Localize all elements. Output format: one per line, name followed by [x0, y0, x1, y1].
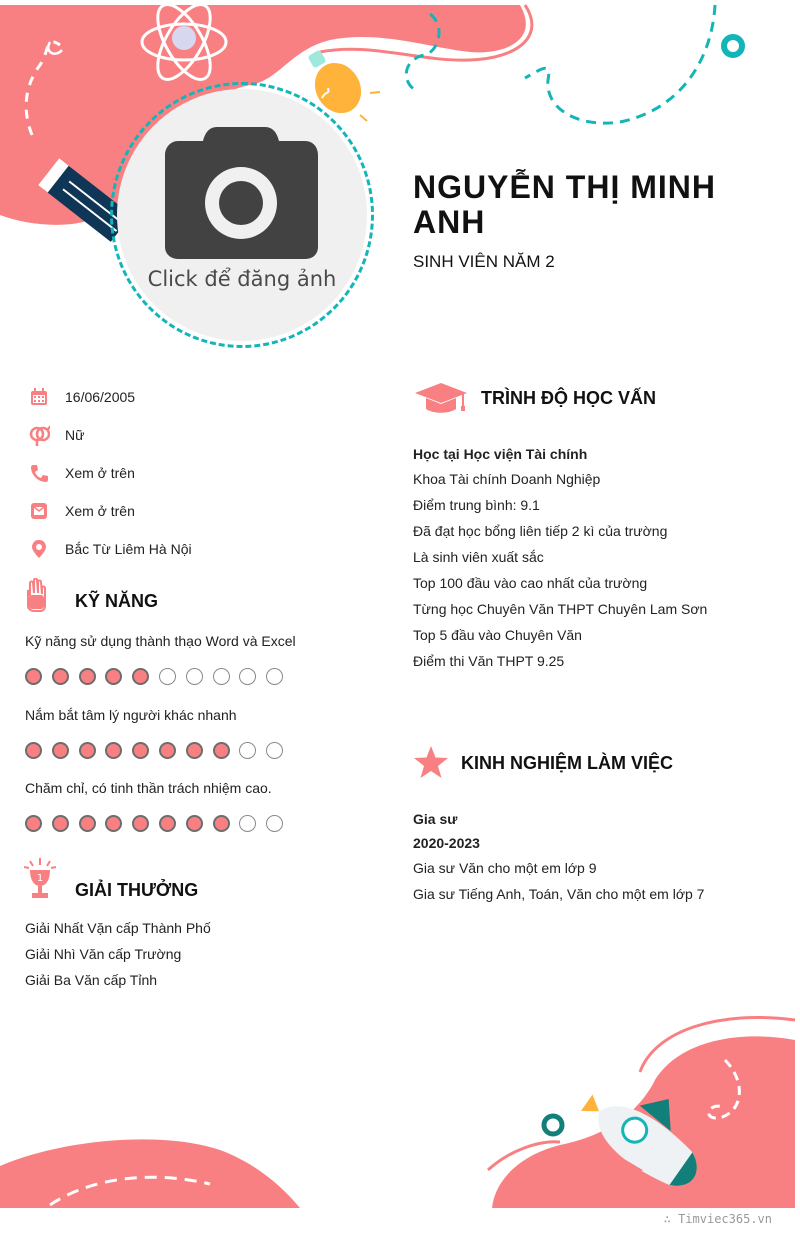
education-line: Điểm thi Văn THPT 9.25	[413, 653, 565, 669]
trophy-icon	[22, 856, 58, 902]
skill-label: Nắm bắt tâm lý người khác nhanh	[25, 707, 237, 723]
rating-dot-filled	[52, 742, 69, 759]
skill-label: Chăm chỉ, có tinh thần trách nhiệm cao.	[25, 780, 272, 796]
phone-value: Xem ở trên	[65, 465, 135, 481]
experience-role: Gia sư	[413, 811, 458, 827]
rating-dot-filled	[25, 742, 42, 759]
rating-dot-empty	[213, 668, 230, 685]
rating-dot-filled	[213, 742, 230, 759]
rating-dot-filled	[186, 742, 203, 759]
rating-dot-empty	[266, 742, 283, 759]
rating-dot-filled	[213, 815, 230, 832]
full-name: NGUYỄN THỊ MINH ANH	[413, 169, 716, 240]
award-item: Giải Ba Văn cấp Tỉnh	[25, 972, 158, 988]
award-item: Giải Nhất Vặn cấp Thành Phố	[25, 920, 211, 936]
skill-rating-1	[25, 742, 283, 759]
rating-dot-filled	[159, 742, 176, 759]
skill-rating-0	[25, 668, 283, 685]
experience-period: 2020-2023	[413, 835, 480, 851]
rating-dot-filled	[79, 668, 96, 685]
education-line: Top 5 đầu vào Chuyên Văn	[413, 627, 582, 643]
awards-title: GIẢI THƯỞNG	[75, 880, 199, 900]
email-value: Xem ở trên	[65, 503, 135, 519]
rating-dot-filled	[79, 742, 96, 759]
rating-dot-filled	[105, 815, 122, 832]
camera-icon	[165, 125, 318, 259]
rating-dot-filled	[25, 815, 42, 832]
phone-icon	[28, 462, 50, 484]
bottom-left-blob	[0, 1139, 300, 1208]
gender-icon	[28, 424, 50, 446]
education-line: Là sinh viên xuất sắc	[413, 549, 544, 565]
rating-dot-empty	[239, 742, 256, 759]
contact-birthday	[28, 385, 136, 409]
rating-dot-filled	[159, 815, 176, 832]
education-school: Học tại Học viện Tài chính	[413, 446, 588, 462]
experience-line: Gia sư Tiếng Anh, Toán, Văn cho một em lớp 7	[413, 886, 705, 902]
award-item: Giải Nhì Văn cấp Trường	[25, 946, 182, 962]
svg-text:1: 1	[36, 873, 44, 884]
gender-value: Nữ	[65, 427, 85, 443]
address-value: Bắc Từ Liêm Hà Nội	[65, 541, 192, 557]
education-title: TRÌNH ĐỘ HỌC VẤN	[481, 388, 656, 408]
rating-dot-empty	[159, 668, 176, 685]
hand-icon	[22, 578, 48, 612]
contact-address	[28, 537, 192, 561]
experience-title: KINH NGHIỆM LÀM VIỆC	[461, 753, 674, 773]
rating-dot-filled	[52, 815, 69, 832]
rating-dot-filled	[132, 742, 149, 759]
rating-dot-filled	[79, 815, 96, 832]
birthday-value: 16/06/2005	[65, 389, 136, 405]
education-line: Điểm trung bình: 9.1	[413, 497, 540, 513]
contact-email	[28, 499, 135, 523]
rating-dot-filled	[132, 815, 149, 832]
position-title: SINH VIÊN NĂM 2	[413, 252, 555, 271]
email-icon	[28, 500, 50, 522]
rating-dot-filled	[186, 815, 203, 832]
graduation-cap-icon	[413, 381, 469, 415]
rating-dot-filled	[52, 668, 69, 685]
contact-gender	[28, 423, 85, 447]
skills-title: KỸ NĂNG	[75, 591, 159, 611]
education-line: Khoa Tài chính Doanh Nghiệp	[413, 471, 601, 487]
education-line: Từng học Chuyên Văn THPT Chuyên Lam Sơn	[413, 601, 708, 617]
rating-dot-filled	[132, 668, 149, 685]
rating-dot-empty	[186, 668, 203, 685]
star-icon	[413, 745, 449, 779]
skill-label: Kỹ năng sử dụng thành thạo Word và Excel	[25, 633, 296, 649]
rating-dot-filled	[25, 668, 42, 685]
skill-rating-2	[25, 815, 283, 832]
experience-line: Gia sư Văn cho một em lớp 9	[413, 860, 597, 876]
contact-phone	[28, 461, 135, 485]
photo-caption: Click để đăng ảnh	[147, 267, 337, 291]
watermark: ∴ Timviec365.vn	[663, 1212, 772, 1226]
education-line: Top 100 đầu vào cao nhất của trường	[413, 575, 648, 591]
rating-dot-empty	[266, 668, 283, 685]
rating-dot-filled	[105, 742, 122, 759]
rating-dot-empty	[239, 668, 256, 685]
rating-dot-filled	[105, 668, 122, 685]
rating-dot-empty	[266, 815, 283, 832]
calendar-icon	[28, 386, 50, 408]
education-line: Đã đạt học bổng liên tiếp 2 kì của trường	[413, 523, 668, 539]
location-pin-icon	[28, 538, 50, 560]
rating-dot-empty	[239, 815, 256, 832]
upload-photo-button[interactable]	[117, 89, 367, 341]
